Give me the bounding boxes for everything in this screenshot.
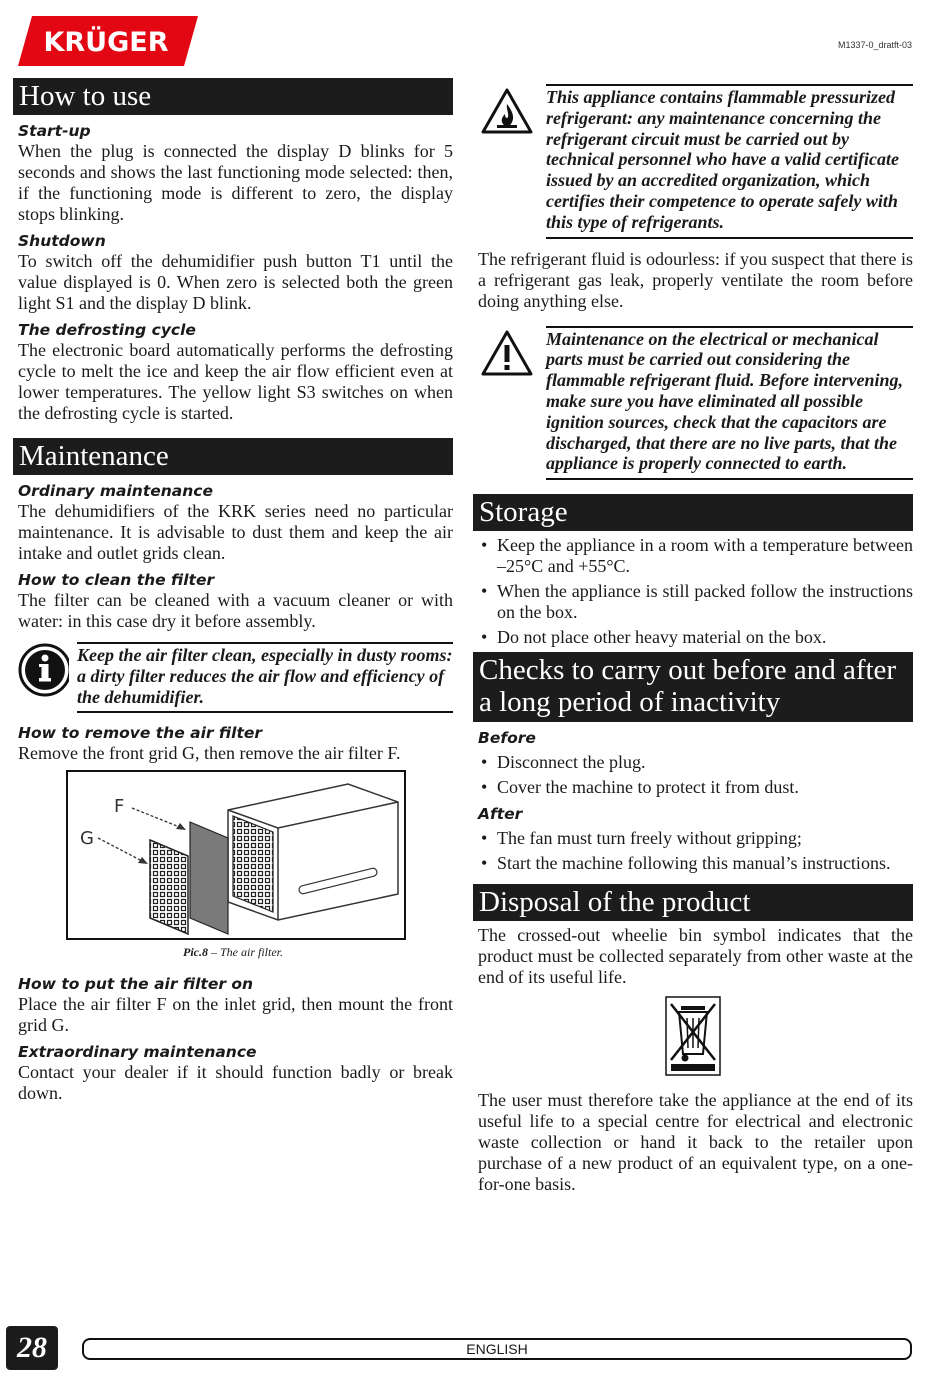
maintenance-warning-note xyxy=(473,326,913,481)
paragraph-disposal-2: The user must therefore take the appliance at the end of its useful life to a special centre for electrical and electronic waste collection or hand it back to the retailer upon purchase of a new product of an equivalent type, on a one-for-one basis. xyxy=(478,1090,913,1195)
subheading-after: After xyxy=(478,805,523,824)
crossed-out-wheelie-bin-icon xyxy=(665,996,721,1076)
paragraph-clean-filter: The filter can be cleaned with a vacuum cleaner or with water: in this case dry it before assembly. xyxy=(18,590,453,631)
figure-caption xyxy=(13,945,453,960)
subheading-ordinary-maintenance: Ordinary maintenance xyxy=(18,482,213,500)
kruger-logo xyxy=(18,16,198,66)
info-icon xyxy=(13,642,77,698)
list-item: • Do not place other heavy material on the box. xyxy=(478,627,913,648)
list-item: • Cover the machine to protect it from dust. xyxy=(478,777,913,798)
after-list xyxy=(478,828,913,874)
list-item: • When the appliance is still packed follow the instructions on the box. xyxy=(478,581,913,623)
subheading-clean-filter: How to clean the filter xyxy=(18,571,215,589)
warning-icon xyxy=(473,326,546,382)
flammable-warning-note xyxy=(473,84,913,239)
list-item: • Disconnect the plug. xyxy=(478,752,913,773)
list-item: • The fan must turn freely without gripping; xyxy=(478,828,913,849)
subheading-before: Before xyxy=(478,729,536,748)
storage-list xyxy=(478,535,913,648)
caption-separator: – xyxy=(210,945,217,960)
flammable-icon xyxy=(473,84,546,140)
paragraph-startup: When the plug is connected the display D blinks for 5 seconds and shows the last functioning mode selected: then, if the functioning mode is different to zero, the display stops blinking. xyxy=(18,141,453,224)
paragraph-defrosting: The electronic board automatically performs the defrosting cycle to melt the ice and keep the air flow efficient even at lower temperatures. The yellow light S3 switches on when the defrosting cycle is started. xyxy=(18,340,453,423)
list-item: • Keep the appliance in a room with a temperature between –25°C and +55°C. xyxy=(478,535,913,577)
flammable-warning-text: This appliance contains flammable pressurized refrigerant: any maintenance concerning the refrigerant circuit must be carried out by technical personnel who have a valid certificate issued by an accredited organization, which certifies their competence to operate safely with this type of refrigerants. xyxy=(546,84,913,239)
info-note-text: Keep the air filter clean, especially in dusty rooms: a dirty filter reduces the air flow and efficiency of the dehumidifier. xyxy=(77,642,453,713)
section-title-storage: Storage xyxy=(473,494,913,531)
subheading-remove-filter: How to remove the air filter xyxy=(18,724,263,743)
air-filter-figure xyxy=(66,770,406,940)
page-number: 28 xyxy=(6,1326,58,1370)
subheading-put-filter: How to put the air filter on xyxy=(18,975,254,994)
info-note xyxy=(13,642,453,713)
subheading-defrosting: The defrosting cycle xyxy=(18,321,196,339)
paragraph-odourless: The refrigerant fluid is odourless: if you suspect that there is a refrigerant gas leak, properly ventilate the room before doing anything else. xyxy=(478,248,913,311)
paragraph-ordinary-maintenance: The dehumidifiers of the KRK series need no particular maintenance. It is advisable to dust them and keep the air intake and outlet grids clean. xyxy=(18,501,453,563)
paragraph-disposal-1: The crossed-out wheelie bin symbol indicates that the product must be collected separately from other waste at the end of its useful life. xyxy=(478,925,913,988)
subheading-startup: Start-up xyxy=(18,122,91,140)
section-title-how-to-use: How to use xyxy=(13,78,453,115)
paragraph-extraordinary-maintenance: Contact your dealer if it should function badly or break down. xyxy=(18,1062,453,1104)
document-code: M1337-0_dratft-03 xyxy=(837,40,912,50)
maintenance-warning-text: Maintenance on the electrical or mechanical parts must be carried out considering the flammable refrigerant fluid. Before intervening, make sure you have eliminated all possible ignition sources, check that the capacitors are discharged, that there are no live parts, that the appliance is properly connected to earth. xyxy=(546,326,913,481)
paragraph-shutdown: To switch off the dehumidifier push button T1 until the value displayed is 0. When zero is selected both the green light S1 and the display D blink. xyxy=(18,251,453,313)
section-title-disposal: Disposal of the product xyxy=(473,884,913,921)
brand-name: KRÜGER xyxy=(43,27,169,58)
figure-label-f: F xyxy=(114,796,125,818)
left-column xyxy=(13,78,453,1104)
list-item: • Start the machine following this manual’s instructions. xyxy=(478,853,913,874)
paragraph-remove-filter: Remove the front grid G, then remove the air filter F. xyxy=(18,743,401,764)
subheading-shutdown: Shutdown xyxy=(18,232,106,250)
caption-number: Pic.8 xyxy=(182,945,208,960)
caption-text: The air filter. xyxy=(219,945,283,960)
right-column xyxy=(473,78,913,1195)
section-title-checks: Checks to carry out before and after a long period of inactivity xyxy=(473,652,913,722)
section-title-maintenance: Maintenance xyxy=(13,438,453,475)
footer-language: ENGLISH xyxy=(82,1338,912,1360)
before-list xyxy=(478,752,913,798)
paragraph-put-filter: Place the air filter F on the inlet grid, then mount the front grid G. xyxy=(18,994,453,1036)
figure-label-g: G xyxy=(80,828,94,850)
subheading-extraordinary-maintenance: Extraordinary maintenance xyxy=(18,1043,257,1062)
